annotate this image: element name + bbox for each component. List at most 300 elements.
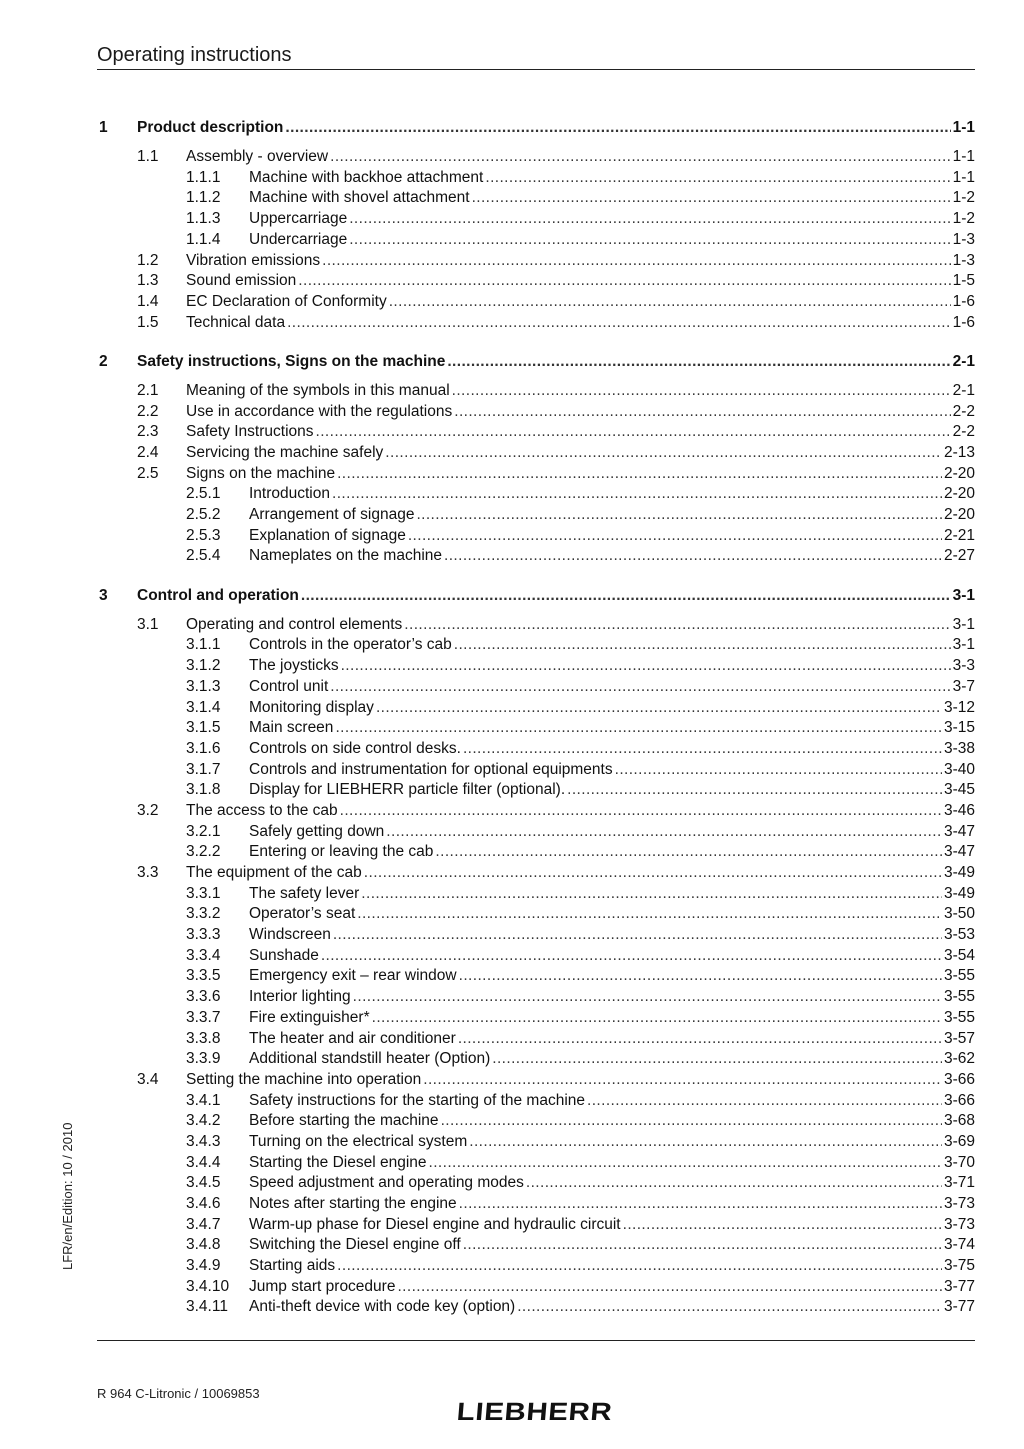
toc-entry-row[interactable]: [97, 884, 975, 905]
toc-page-number: 3-66: [943, 1070, 975, 1088]
toc-entry-line: [249, 1215, 975, 1236]
toc-entry-line: [249, 780, 975, 801]
toc-entry-line: [186, 464, 975, 485]
toc-dot-leader: [459, 966, 942, 987]
toc-page-number: 2-1: [952, 352, 975, 370]
toc-dot-leader: [452, 381, 951, 402]
toc-page-number: 3-47: [943, 822, 975, 840]
toc-entry-title: Explanation of signage: [249, 526, 406, 544]
toc-entry-line: [249, 209, 975, 230]
toc-entry-line: [186, 292, 975, 313]
toc-page-number: 3-57: [943, 1029, 975, 1047]
toc-entry-number: 3.4.10: [186, 1277, 230, 1295]
toc-dot-leader: [615, 760, 942, 781]
toc-dot-leader: [454, 635, 951, 656]
toc-entry-number: 3.4.4: [186, 1153, 221, 1171]
toc-entry-number: 1.1.3: [186, 210, 221, 228]
toc-entry-number: 2: [99, 352, 108, 370]
toc-entry-row[interactable]: [97, 546, 975, 567]
toc-entry-row[interactable]: [97, 1111, 975, 1132]
toc-entry-title: Fire extinguisher*: [249, 1008, 370, 1026]
toc-entry-row[interactable]: [97, 1215, 975, 1236]
toc-entry-row[interactable]: [97, 946, 975, 967]
toc-dot-leader: [285, 118, 950, 139]
toc-page-number: 3-71: [943, 1174, 975, 1192]
toc-page-number: 1-2: [952, 210, 975, 228]
toc-entry-number: 1.2: [137, 251, 159, 269]
toc-entry-line: [249, 698, 975, 719]
toc-entry-row[interactable]: [97, 1132, 975, 1153]
toc-entry-row[interactable]: [97, 1256, 975, 1277]
toc-entry-row[interactable]: [97, 147, 975, 168]
toc-entry-title: Servicing the machine safely: [186, 444, 384, 461]
toc-entry-row[interactable]: [97, 251, 975, 272]
toc-page-number: 2-20: [943, 506, 975, 524]
toc-dot-leader: [517, 1297, 942, 1318]
toc-entry-number: 3.3.8: [186, 1029, 221, 1047]
toc-entry-line: [249, 1277, 975, 1298]
toc-entry-row[interactable]: [97, 313, 975, 334]
toc-page-number: 3-40: [943, 760, 975, 778]
toc-entry-row[interactable]: [97, 505, 975, 526]
toc-entry-line: [249, 1256, 975, 1277]
toc-entry-number: 3.1.4: [186, 698, 221, 716]
toc-entry-number: 3.3.2: [186, 905, 221, 923]
toc-dot-leader: [364, 863, 942, 884]
toc-entry-row[interactable]: [97, 842, 975, 863]
toc-page-number: 3-46: [943, 801, 975, 819]
toc-entry-line: [137, 352, 975, 373]
toc-entry-number: 3.3: [137, 864, 159, 882]
toc-page-number: 3-73: [943, 1215, 975, 1233]
toc-dot-leader: [485, 168, 950, 189]
toc-entry-line: [249, 546, 975, 567]
toc-entry-line: [249, 1049, 975, 1070]
toc-entry-title: Main screen: [249, 719, 334, 737]
toc-entry-row[interactable]: [97, 677, 975, 698]
toc-entry-line: [186, 381, 975, 402]
toc-page-number: 3-69: [943, 1132, 975, 1150]
toc-entry-title: Monitoring display: [249, 698, 374, 716]
toc-entry-row[interactable]: [97, 656, 975, 677]
toc-entry-title: Setting the machine into operation: [186, 1070, 422, 1088]
toc-dot-leader: [357, 904, 942, 925]
toc-entry-line: [249, 946, 975, 967]
toc-entry-number: 3.2: [137, 801, 159, 819]
toc-entry-number: 3.3.1: [186, 884, 221, 902]
toc-dot-leader: [298, 271, 950, 292]
toc-entry-title: Switching the Diesel engine off: [249, 1236, 461, 1254]
toc-entry-number: 1.1.1: [186, 168, 221, 186]
toc-chapter-row[interactable]: [97, 586, 975, 607]
toc-entry-line: [186, 1070, 975, 1091]
toc-entry-number: 2.1: [137, 381, 159, 399]
toc-entry-number: 3.1.3: [186, 677, 221, 695]
toc-entry-number: 3.4.3: [186, 1132, 221, 1150]
toc-page-number: 1-1: [952, 119, 975, 136]
toc-dot-leader: [408, 526, 942, 547]
toc-entry-title: Interior lighting: [249, 988, 351, 1006]
toc-entry-title: Sunshade: [249, 946, 319, 964]
toc-entry-line: [249, 1235, 975, 1256]
toc-entry-row[interactable]: [97, 464, 975, 485]
toc-entry-line: [249, 635, 975, 656]
toc-entry-row[interactable]: [97, 863, 975, 884]
toc-entry-title: Additional standstill heater (Option): [249, 1050, 491, 1068]
toc-entry-line: [249, 168, 975, 189]
toc-entry-number: 2.5.2: [186, 506, 221, 524]
toc-entry-number: 3.3.3: [186, 926, 221, 944]
toc-dot-leader: [459, 1194, 942, 1215]
toc-entry-line: [186, 443, 975, 464]
toc-page-number: 3-15: [943, 719, 975, 737]
toc-entry-row[interactable]: [97, 635, 975, 656]
table-of-contents: [97, 118, 975, 1318]
toc-entry-line: [249, 925, 975, 946]
toc-entry-number: 3.1.2: [186, 657, 221, 675]
toc-entry-title: Nameplates on the machine: [249, 547, 443, 565]
toc-entry-number: 3.4.11: [186, 1298, 228, 1316]
toc-entry-number: 2.5.3: [186, 526, 221, 544]
toc-entry-row[interactable]: [97, 1235, 975, 1256]
toc-entry-row[interactable]: [97, 168, 975, 189]
toc-dot-leader: [332, 484, 942, 505]
toc-entry-row[interactable]: [97, 526, 975, 547]
toc-entry-row[interactable]: [97, 801, 975, 822]
toc-page-number: 3-55: [943, 967, 975, 985]
toc-entry-number: 3.3.6: [186, 988, 221, 1006]
toc-entry-line: [249, 1091, 975, 1112]
toc-entry-number: 3.1.1: [186, 636, 221, 654]
toc-entry-row[interactable]: [97, 1008, 975, 1029]
toc-entry-title: Arrangement of signage: [249, 506, 415, 524]
toc-entry-title: The equipment of the cab: [186, 864, 362, 882]
toc-entry-title: Windscreen: [249, 926, 331, 944]
toc-dot-leader: [623, 1215, 942, 1236]
toc-entry-line: [137, 118, 975, 139]
toc-dot-leader: [526, 1173, 942, 1194]
toc-dot-leader: [287, 313, 951, 334]
toc-dot-leader: [441, 1111, 942, 1132]
toc-entry-title: Safely getting down: [249, 822, 385, 840]
toc-page-number: 3-1: [952, 636, 975, 654]
toc-entry-title: Machine with backhoe attachment: [249, 168, 484, 186]
toc-dot-leader: [316, 422, 951, 443]
toc-entry-title: Safety instructions, Signs on the machine: [137, 352, 446, 370]
toc-entry-line: [249, 484, 975, 505]
toc-entry-line: [186, 251, 975, 272]
toc-dot-leader: [349, 230, 950, 251]
toc-dot-leader: [322, 251, 950, 272]
toc-page-number: 3-45: [943, 781, 975, 799]
toc-page-number: 3-73: [943, 1195, 975, 1213]
toc-entry-title: Starting the Diesel engine: [249, 1153, 427, 1171]
toc-dot-leader: [404, 615, 950, 636]
toc-entry-row[interactable]: [97, 1277, 975, 1298]
toc-entry-number: 3.4.8: [186, 1236, 221, 1254]
toc-entry-row[interactable]: [97, 615, 975, 636]
toc-dot-leader: [397, 1277, 942, 1298]
toc-entry-title: Warm-up phase for Diesel engine and hydraulic circuit: [249, 1215, 621, 1233]
toc-chapter-row[interactable]: [97, 352, 975, 373]
toc-dot-leader: [340, 801, 942, 822]
toc-entry-title: Controls in the operator’s cab: [249, 636, 452, 654]
edition-side-label: LFR/en/Edition: 10 / 2010: [60, 1122, 75, 1270]
toc-entry-line: [249, 1029, 975, 1050]
toc-page-number: 3-49: [943, 884, 975, 902]
toc-page-number: 2-27: [943, 547, 975, 565]
toc-page-number: 3-47: [943, 843, 975, 861]
toc-page-number: 1-3: [952, 251, 975, 269]
toc-page-number: 1-5: [952, 272, 975, 290]
toc-page-number: 3-62: [943, 1050, 975, 1068]
toc-page-number: 3-77: [943, 1277, 975, 1295]
toc-entry-row[interactable]: [97, 271, 975, 292]
toc-entry-title: Safety instructions for the starting of the machine: [249, 1091, 586, 1109]
toc-entry-title: Controls and instrumentation for optional equipments: [249, 760, 613, 778]
toc-dot-leader: [472, 188, 951, 209]
toc-page-number: 3-49: [943, 864, 975, 882]
toc-entry-title: Machine with shovel attachment: [249, 189, 470, 207]
toc-page-number: 1-1: [952, 148, 975, 166]
toc-page-number: 3-3: [952, 657, 975, 675]
toc-page-number: 3-50: [943, 905, 975, 923]
toc-entry-row[interactable]: [97, 209, 975, 230]
toc-dot-leader: [567, 780, 942, 801]
toc-dot-leader: [330, 677, 950, 698]
toc-page-number: 3-7: [952, 677, 975, 695]
toc-dot-leader: [469, 1132, 942, 1153]
liebherr-logo: LIEBHERR: [455, 1398, 614, 1426]
toc-entry-row[interactable]: [97, 381, 975, 402]
toc-entry-title: Controls on side control desks.: [249, 739, 461, 757]
toc-entry-title: Control unit: [249, 677, 329, 695]
toc-entry-row[interactable]: [97, 188, 975, 209]
toc-page-number: 2-13: [943, 444, 975, 461]
toc-entry-number: 2.4: [137, 444, 159, 461]
toc-entry-title: The joysticks: [249, 657, 339, 675]
toc-page-number: 2-20: [943, 464, 975, 482]
toc-entry-row[interactable]: [97, 1091, 975, 1112]
toc-dot-leader: [423, 1070, 942, 1091]
toc-dot-leader: [301, 586, 951, 607]
toc-dot-leader: [458, 1029, 942, 1050]
toc-entry-row[interactable]: [97, 966, 975, 987]
toc-entry-number: 3.4.6: [186, 1195, 221, 1213]
toc-entry-title: Anti-theft device with code key (option): [249, 1298, 516, 1316]
toc-entry-number: 3.1.8: [186, 781, 221, 799]
toc-page-number: 3-1: [952, 615, 975, 633]
toc-entry-row[interactable]: [97, 718, 975, 739]
toc-entry-number: 3.1.5: [186, 719, 221, 737]
toc-entry-title: Safety Instructions: [186, 423, 314, 441]
toc-page-number: 2-1: [952, 381, 975, 399]
toc-page-number: 3-55: [943, 1008, 975, 1026]
toc-entry-row[interactable]: [97, 987, 975, 1008]
toc-entry-line: [249, 1111, 975, 1132]
toc-entry-line: [186, 422, 975, 443]
toc-entry-line: [249, 1153, 975, 1174]
toc-entry-line: [249, 230, 975, 251]
toc-page-number: 2-2: [952, 402, 975, 420]
toc-dot-leader: [435, 842, 942, 863]
toc-dot-leader: [335, 718, 942, 739]
toc-dot-leader: [330, 147, 950, 168]
toc-entry-row[interactable]: [97, 739, 975, 760]
toc-entry-line: [249, 526, 975, 547]
toc-entry-title: Undercarriage: [249, 230, 348, 248]
toc-entry-line: [249, 842, 975, 863]
toc-entry-line: [249, 188, 975, 209]
toc-entry-number: 3.4.9: [186, 1257, 221, 1275]
toc-entry-number: 3.3.9: [186, 1050, 221, 1068]
header-divider: [97, 69, 975, 70]
toc-page-number: 2-2: [952, 423, 975, 441]
toc-entry-title: Turning on the electrical system: [249, 1132, 468, 1150]
toc-entry-number: 3.3.7: [186, 1008, 221, 1026]
toc-entry-line: [137, 586, 975, 607]
toc-entry-line: [249, 760, 975, 781]
toc-dot-leader: [463, 1235, 942, 1256]
toc-entry-row[interactable]: [97, 1194, 975, 1215]
toc-entry-row[interactable]: [97, 402, 975, 423]
toc-entry-number: 2.5.4: [186, 547, 221, 565]
toc-entry-title: Vibration emissions: [186, 251, 321, 269]
toc-page-number: 3-53: [943, 926, 975, 944]
toc-entry-title: Entering or leaving the cab: [249, 843, 434, 861]
toc-entry-number: 3.4.2: [186, 1112, 221, 1130]
toc-entry-row[interactable]: [97, 422, 975, 443]
toc-entry-line: [249, 677, 975, 698]
toc-entry-line: [249, 966, 975, 987]
toc-entry-title: Sound emission: [186, 272, 297, 290]
toc-chapter-row[interactable]: [97, 118, 975, 139]
toc-entry-row[interactable]: [97, 443, 975, 464]
toc-dot-leader: [416, 505, 942, 526]
toc-dot-leader: [463, 739, 942, 760]
toc-entry-title: Control and operation: [137, 586, 299, 604]
toc-page-number: 2-21: [943, 526, 975, 544]
toc-entry-title: Notes after starting the engine: [249, 1195, 457, 1213]
toc-page-number: 3-75: [943, 1257, 975, 1275]
toc-page-number: 3-38: [943, 739, 975, 757]
toc-entry-row[interactable]: [97, 925, 975, 946]
toc-page-number: 3-54: [943, 946, 975, 964]
toc-entry-number: 1.1: [137, 148, 159, 166]
toc-page-number: 1-6: [952, 292, 975, 310]
toc-entry-number: 3.2.1: [186, 822, 221, 840]
toc-page-number: 3-74: [943, 1236, 975, 1254]
toc-entry-number: 3.2.2: [186, 843, 221, 861]
toc-page-number: 3-77: [943, 1298, 975, 1316]
toc-entry-title: Operator’s seat: [249, 905, 356, 923]
toc-entry-row[interactable]: [97, 230, 975, 251]
toc-entry-row[interactable]: [97, 484, 975, 505]
toc-entry-line: [249, 987, 975, 1008]
toc-entry-row[interactable]: [97, 1029, 975, 1050]
toc-entry-row[interactable]: [97, 1153, 975, 1174]
toc-entry-row[interactable]: [97, 292, 975, 313]
toc-entry-number: 3.1: [137, 615, 159, 633]
toc-entry-number: 2.2: [137, 402, 159, 420]
toc-entry-line: [249, 904, 975, 925]
toc-entry-line: [249, 1132, 975, 1153]
toc-dot-leader: [337, 1256, 942, 1277]
toc-entry-title: Starting aids: [249, 1257, 336, 1275]
toc-entry-number: 1.1.4: [186, 230, 221, 248]
toc-entry-number: 3: [99, 586, 108, 604]
toc-entry-title: Meaning of the symbols in this manual: [186, 381, 450, 399]
toc-entry-line: [186, 615, 975, 636]
toc-entry-row[interactable]: [97, 760, 975, 781]
toc-dot-leader: [376, 698, 942, 719]
toc-dot-leader: [361, 884, 942, 905]
toc-page-number: 3-66: [943, 1091, 975, 1109]
toc-entry-number: 3.4.5: [186, 1174, 221, 1192]
toc-entry-number: 3.4.1: [186, 1091, 221, 1109]
toc-entry-number: 1.1.2: [186, 189, 221, 207]
toc-entry-row[interactable]: [97, 698, 975, 719]
toc-dot-leader: [454, 402, 950, 423]
toc-entry-row[interactable]: [97, 1173, 975, 1194]
toc-entry-number: 2.5.1: [186, 485, 221, 503]
toc-entry-row[interactable]: [97, 780, 975, 801]
toc-dot-leader: [386, 822, 942, 843]
toc-entry-row[interactable]: [97, 1297, 975, 1318]
toc-dot-leader: [444, 546, 942, 567]
toc-entry-title: EC Declaration of Conformity: [186, 292, 387, 310]
toc-entry-row[interactable]: [97, 904, 975, 925]
toc-entry-title: Product description: [137, 119, 284, 136]
toc-page-number: 3-68: [943, 1112, 975, 1130]
toc-dot-leader: [349, 209, 950, 230]
toc-page-number: 1-6: [952, 313, 975, 331]
toc-entry-line: [249, 1194, 975, 1215]
toc-entry-title: Signs on the machine: [186, 464, 336, 482]
toc-dot-leader: [321, 946, 942, 967]
toc-entry-row[interactable]: [97, 1070, 975, 1091]
toc-entry-line: [186, 271, 975, 292]
toc-entry-title: Introduction: [249, 485, 330, 503]
toc-entry-line: [249, 1173, 975, 1194]
toc-page-number: 1-1: [952, 168, 975, 186]
toc-entry-number: 3.3.4: [186, 946, 221, 964]
toc-entry-number: 2.3: [137, 423, 159, 441]
toc-entry-number: 3.1.6: [186, 739, 221, 757]
toc-entry-title: The safety lever: [249, 884, 360, 902]
toc-entry-line: [249, 884, 975, 905]
toc-entry-title: Operating and control elements: [186, 615, 403, 633]
toc-page-number: 3-1: [952, 586, 975, 604]
toc-entry-number: 1.4: [137, 292, 159, 310]
toc-entry-row[interactable]: [97, 822, 975, 843]
toc-entry-title: The heater and air conditioner: [249, 1029, 456, 1047]
toc-dot-leader: [353, 987, 942, 1008]
toc-entry-line: [186, 402, 975, 423]
toc-entry-row[interactable]: [97, 1049, 975, 1070]
toc-dot-leader: [337, 464, 942, 485]
toc-entry-line: [249, 739, 975, 760]
toc-entry-number: 3.4.7: [186, 1215, 221, 1233]
toc-entry-number: 3.3.5: [186, 967, 221, 985]
toc-entry-line: [186, 863, 975, 884]
document-reference: R 964 C-Litronic / 10069853: [97, 1386, 260, 1401]
toc-entry-line: [249, 1297, 975, 1318]
toc-page-number: 1-3: [952, 230, 975, 248]
toc-dot-leader: [385, 443, 942, 464]
toc-page-number: 2-20: [943, 485, 975, 503]
toc-entry-line: [249, 822, 975, 843]
